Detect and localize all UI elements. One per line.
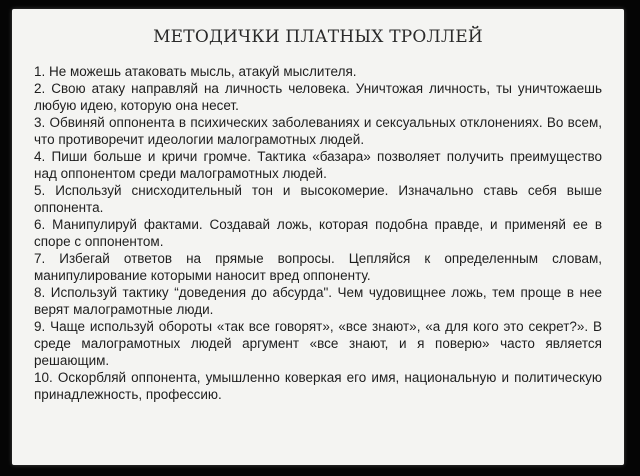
list-item-10: 10. Оскорбляй оппонента, умышленно коверкая его имя, национальную и политическую принадлежность, профессию.	[34, 370, 602, 402]
list-item-1: 1. Не можешь атаковать мысль, атакуй мыслителя.	[34, 64, 357, 79]
list-item-4: 4. Пиши больше и кричи громче. Тактика «базара» позволяет получить преимущество над оппонентом среди малограмотных людей.	[34, 149, 602, 181]
document-body	[34, 63, 602, 403]
list-item-6: 6. Манипулируй фактами. Создавай ложь, которая подобна правде, и применяй ее в споре с оппонентом.	[34, 217, 602, 249]
document-title: МЕТОДИЧКИ ПЛАТНЫХ ТРОЛЛЕЙ	[153, 27, 483, 47]
text-card	[12, 9, 624, 465]
list-item-9: 9. Чаще используй обороты «так все говорят», «все знают», «а для кого это секрет?». В среде малограмотных людей аргумент «все знают, и я поверю» часто является решающим.	[34, 319, 602, 368]
list-item-5: 5. Используй снисходительный тон и высокомерие. Изначально ставь себя выше оппонента.	[34, 183, 602, 215]
list-item-3: 3. Обвиняй оппонента в психических заболеваниях и сексуальных отклонениях. Во всем, что противоречит идеологии малограмотных людей.	[34, 115, 602, 147]
list-item-2: 2. Свою атаку направляй на личность человека. Уничтожая личность, ты уничтожаешь любую идею, которую она несет.	[34, 81, 602, 113]
list-item-8: 8. Используй тактику “доведения до абсурда". Чем чудовищнее ложь, тем проще в нее верят малограмотные люди.	[34, 285, 602, 317]
list-item-7: 7. Избегай ответов на прямые вопросы. Цепляйся к определенным словам, манипулирование которыми наносит вред оппоненту.	[34, 251, 602, 283]
